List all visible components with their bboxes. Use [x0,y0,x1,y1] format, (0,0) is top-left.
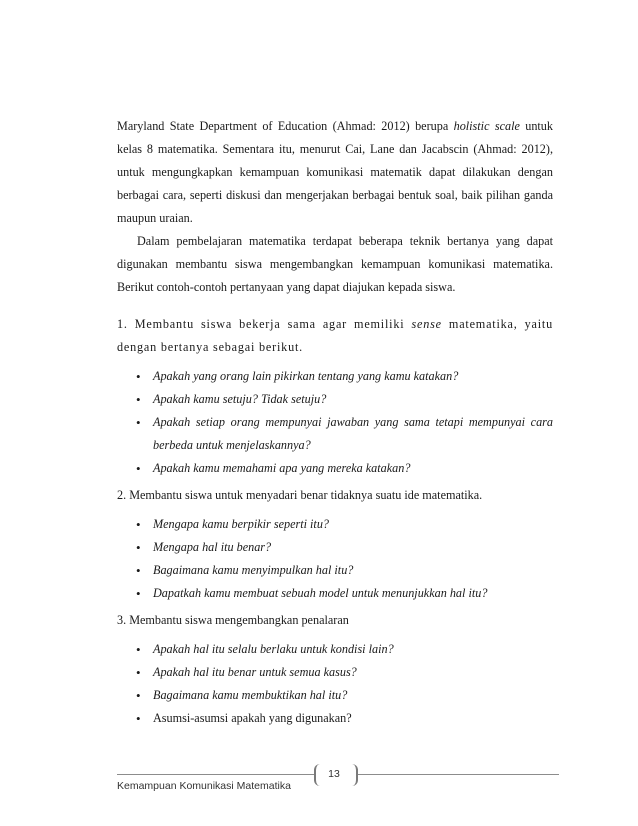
list-item: • Apakah hal itu benar untuk semua kasus? [117,661,553,684]
section-1-heading-text: 1. Membantu siswa bekerja sama agar memiliki [117,317,412,331]
paragraph-1-emphasis: holistic scale [453,119,520,133]
paragraph-1-text-cont: untuk kelas 8 matematika. Sementara itu, menurut Cai, Lane dan Jacabscin (Ahmad: 2012), untuk mengungkapkan kemampuan komunikasi matematik dapat dilakukan dengan berbagai cara, seperti diskusi dan mengerjakan berbagai bentuk soal, baik pilihan ganda maupun uraian. [117,119,553,225]
page-number: 13 [328,768,340,780]
section-2-list [117,513,553,605]
section-1-heading [117,313,553,359]
section-3-list [117,638,553,730]
section-1-list [117,365,553,480]
list-item: • Mengapa hal itu benar? [117,536,553,559]
list-item: • Apakah setiap orang mempunyai jawaban yang sama tetapi mempunyai cara berbeda untuk menjelaskannya? [117,411,553,457]
section-1-heading-text-cont: matematika, yaitu dengan bertanya sebagai berikut. [117,317,554,354]
section-3-heading: 3. Membantu siswa mengembangkan penalaran [117,613,349,627]
list-item: • Bagaimana kamu membuktikan hal itu? [117,684,553,707]
paragraph-1 [117,115,553,230]
list-item: • Apakah yang orang lain pikirkan tentang yang kamu katakan? [117,365,553,388]
list-item: • Apakah hal itu selalu berlaku untuk kondisi lain? [117,638,553,661]
list-item: • Apakah kamu memahami apa yang mereka katakan? [117,457,553,480]
list-item: • Dapatkah kamu membuat sebuah model untuk menunjukkan hal itu? [117,582,553,605]
list-item: • Bagaimana kamu menyimpulkan hal itu? [117,559,553,582]
page-content [117,115,553,734]
paragraph-1-text: Maryland State Department of Education (Ahmad: 2012) berupa [117,119,454,133]
paragraph-2: Dalam pembelajaran matematika terdapat beberapa teknik bertanya yang dapat digunakan membantu siswa mengembangkan kemampuan komunikasi matematika. Berikut contoh-contoh pertanyaan yang dapat diajukan kepada siswa. [117,234,553,294]
footer-title: Kemampuan Komunikasi Matematika [117,780,291,792]
list-item: • Mengapa kamu berpikir seperti itu? [117,513,553,536]
list-item: • Asumsi-asumsi apakah yang digunakan? [117,707,553,730]
section-2-heading: 2. Membantu siswa untuk menyadari benar tidaknya suatu ide matematika. [117,488,483,502]
section-1-heading-emphasis: sense [411,317,442,331]
list-item: • Apakah kamu setuju? Tidak setuju? [117,388,553,411]
